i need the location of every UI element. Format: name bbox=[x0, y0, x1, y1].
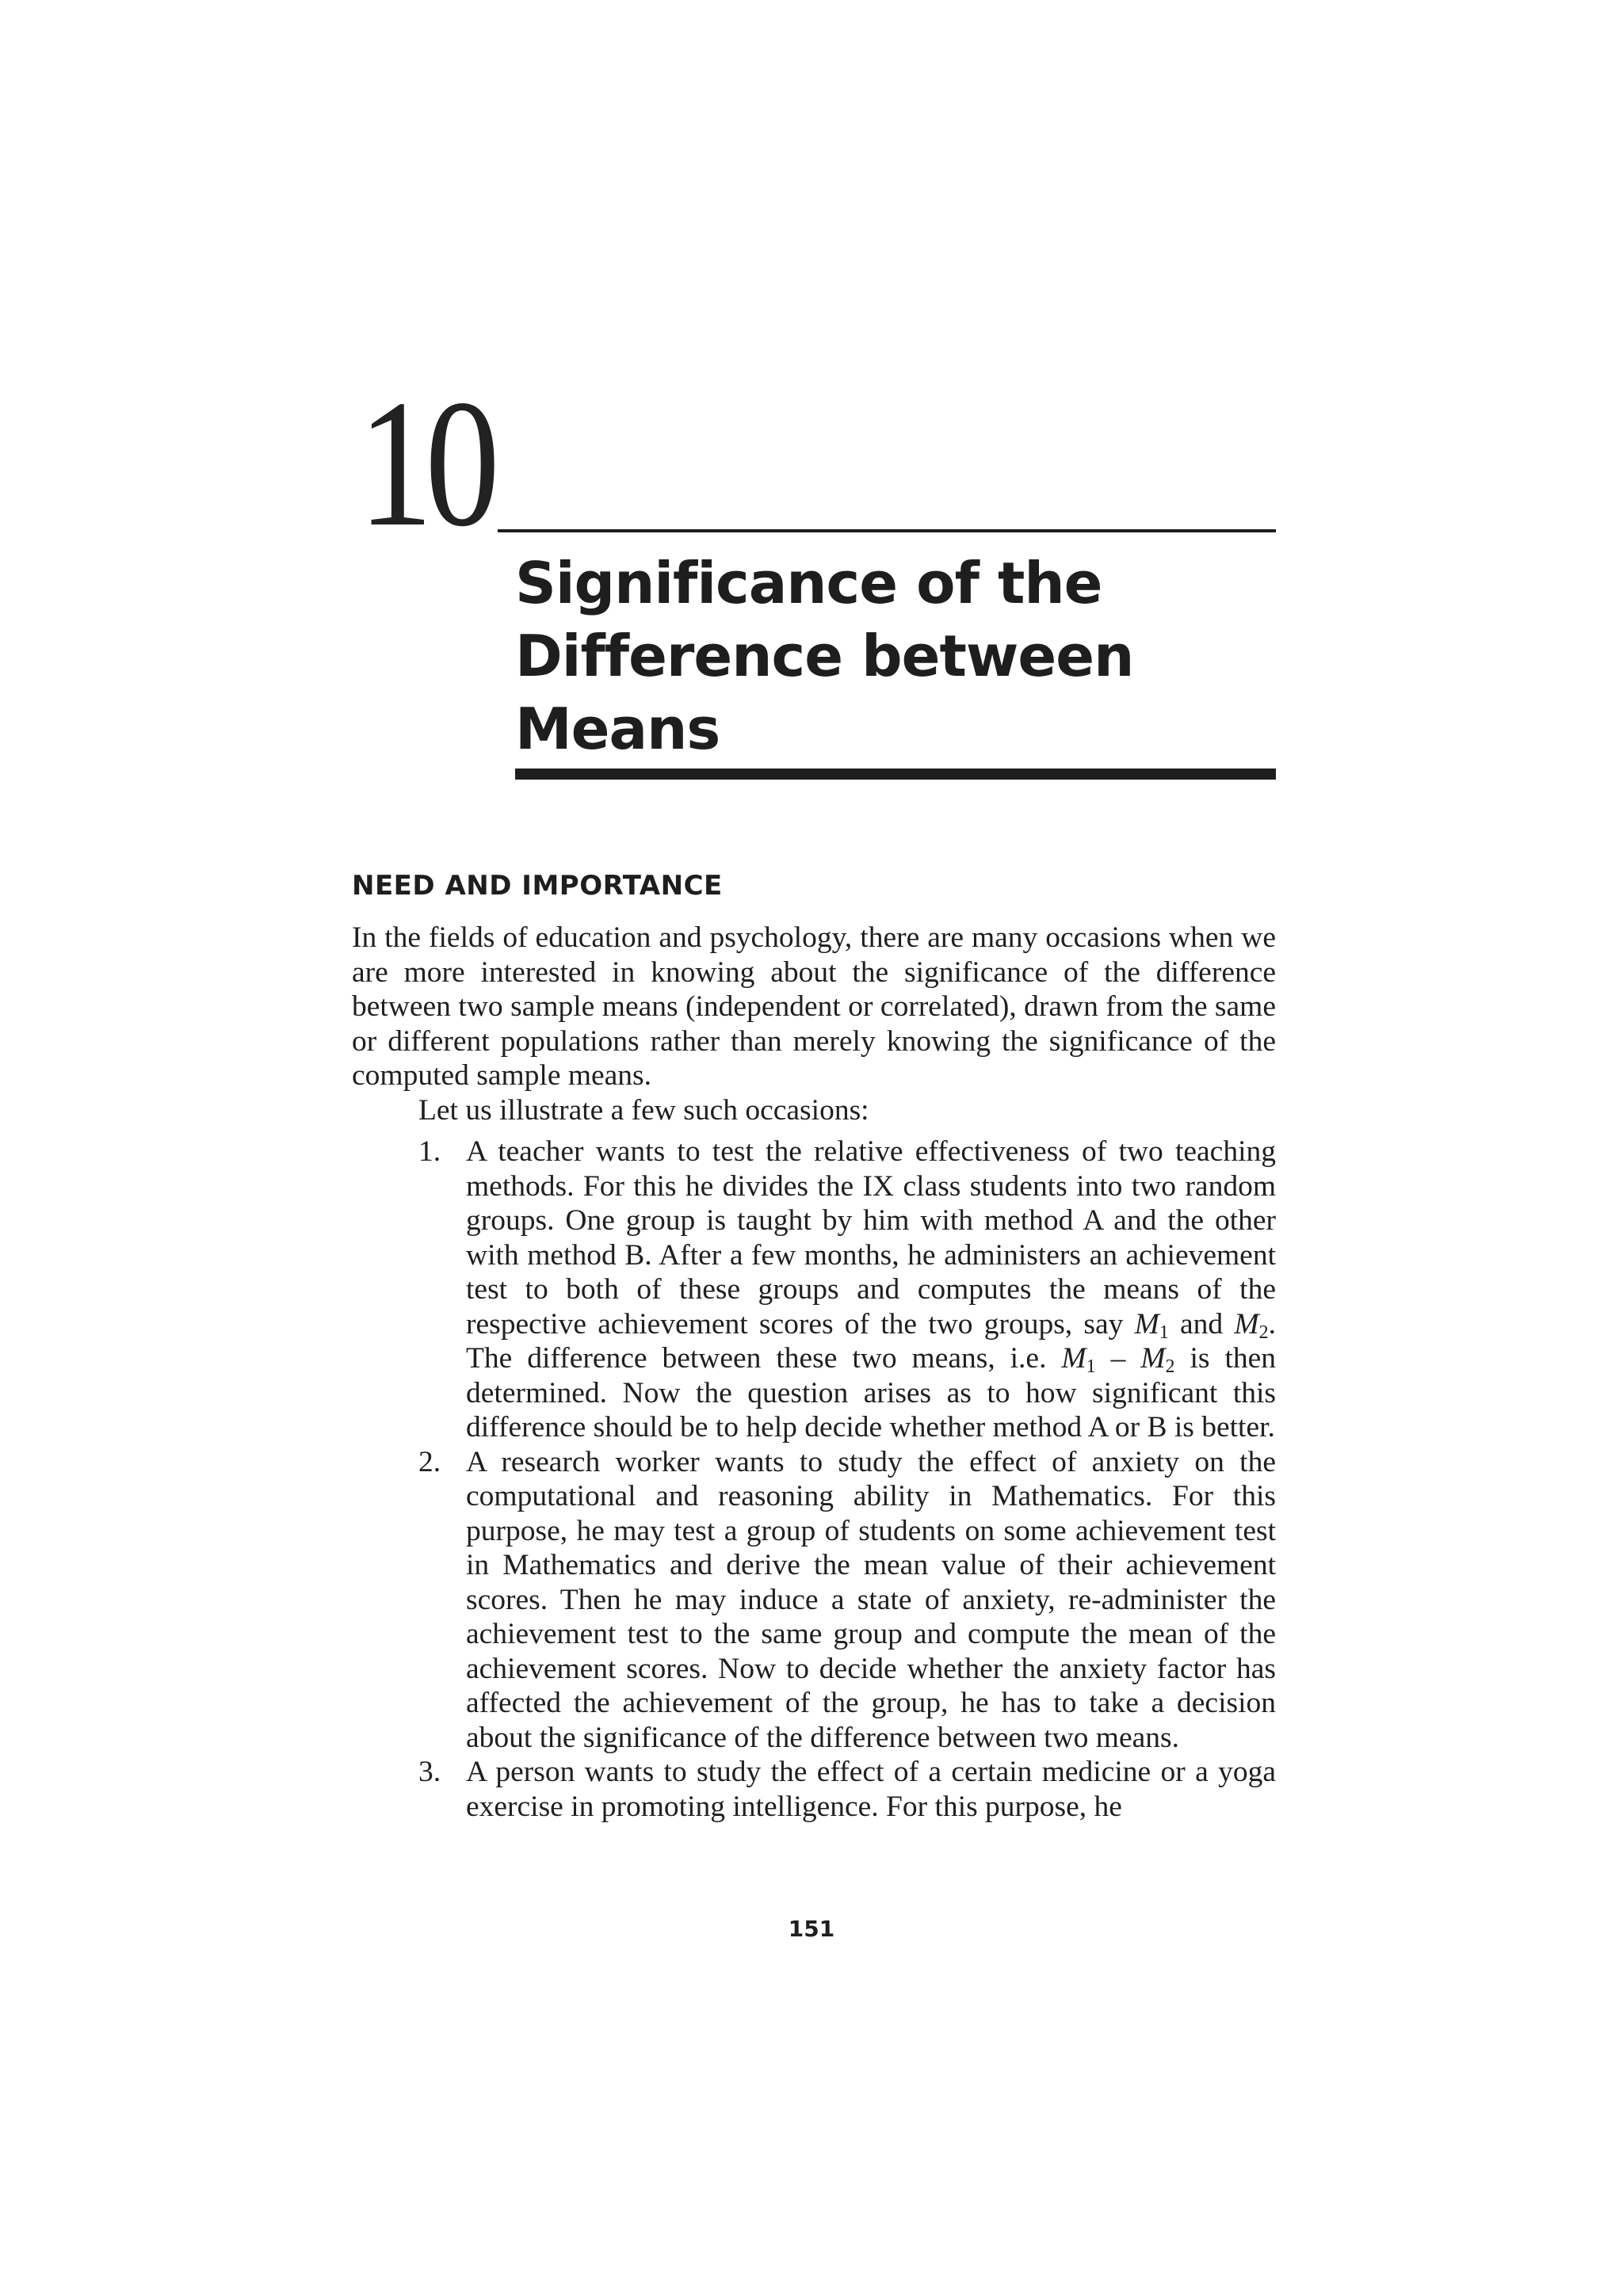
math-symbol: M bbox=[1061, 1342, 1086, 1375]
intro-paragraph: In the fields of education and psychology, there are many occasions when we are more interested in knowing about the significance of the difference between two sample means (independent or correlated), drawn from the same or different populations rather than merely knowing the significance of the computed sample means. bbox=[352, 921, 1276, 1092]
math-subscript: 1 bbox=[1086, 1356, 1096, 1377]
list-item-text: A person wants to study the effect of a certain medicine or a yoga exercise in promoting intelligence. For this purpose, he bbox=[466, 1756, 1276, 1823]
list-item-number: 2. bbox=[418, 1445, 441, 1478]
chapter-number: 10 bbox=[358, 362, 492, 564]
math-symbol: M bbox=[1140, 1342, 1166, 1375]
list-item-number: 1. bbox=[418, 1135, 441, 1168]
math-symbol: M bbox=[1234, 1307, 1259, 1341]
math-m2 bbox=[1140, 1342, 1174, 1375]
list-item-2 bbox=[352, 1445, 1276, 1756]
list-item-text: is then determined. Now the question arises as to how significant this difference should be to help decide whether method A or B is better. bbox=[466, 1342, 1277, 1444]
chapter-bottom-rule bbox=[515, 769, 1276, 780]
list-item-text: . The difference between these two means, i.e. bbox=[466, 1307, 1276, 1375]
math-m1 bbox=[1061, 1342, 1095, 1375]
math-subscript: 2 bbox=[1258, 1322, 1269, 1343]
chapter-title-line-2: Difference between bbox=[515, 623, 1134, 689]
list-item-3 bbox=[352, 1755, 1276, 1824]
math-subscript: 1 bbox=[1159, 1322, 1169, 1343]
list-item-text: A research worker wants to study the effect of anxiety on the computational and reasoning ability in Mathematics. For this purpose, he may test a group of students on some achievement test in Mathematics and derive the mean value of their achievement scores. Then he may induce a state of anxiety, re-administer the achievement test to the same group and compute the mean of the achievement scores. Now to decide whether the anxiety factor has affected the achievement of the group, he has to take a decision about the significance of the difference between two means. bbox=[466, 1445, 1276, 1754]
list-item-text: and bbox=[1168, 1307, 1235, 1341]
chapter-title-line-3: Means bbox=[515, 696, 720, 762]
chapter-title-line-1: Significance of the bbox=[515, 550, 1102, 616]
list-item-text: A teacher wants to test the relative effectiveness of two teaching methods. For this he divides the IX class students into two random groups. One group is taught by him with method A and the other with method B. After a few months, he administers an achievement test to both of these groups and computes the means of the respective achievement scores of the two groups, say bbox=[466, 1135, 1276, 1341]
chapter-top-rule bbox=[498, 529, 1276, 532]
occasions-list bbox=[352, 1135, 1276, 1824]
page-number: 151 bbox=[788, 1916, 835, 1942]
illustration-lead-in: Let us illustrate a few such occasions: bbox=[418, 1094, 869, 1127]
chapter-title bbox=[515, 547, 1268, 765]
math-m2 bbox=[1234, 1308, 1268, 1341]
list-item-1 bbox=[352, 1135, 1276, 1445]
math-symbol: M bbox=[1134, 1307, 1159, 1341]
list-item-number: 3. bbox=[418, 1756, 441, 1788]
section-heading: NEED AND IMPORTANCE bbox=[352, 870, 723, 902]
math-m1 bbox=[1135, 1308, 1169, 1341]
math-minus: – bbox=[1095, 1342, 1141, 1375]
math-subscript: 2 bbox=[1165, 1356, 1175, 1377]
